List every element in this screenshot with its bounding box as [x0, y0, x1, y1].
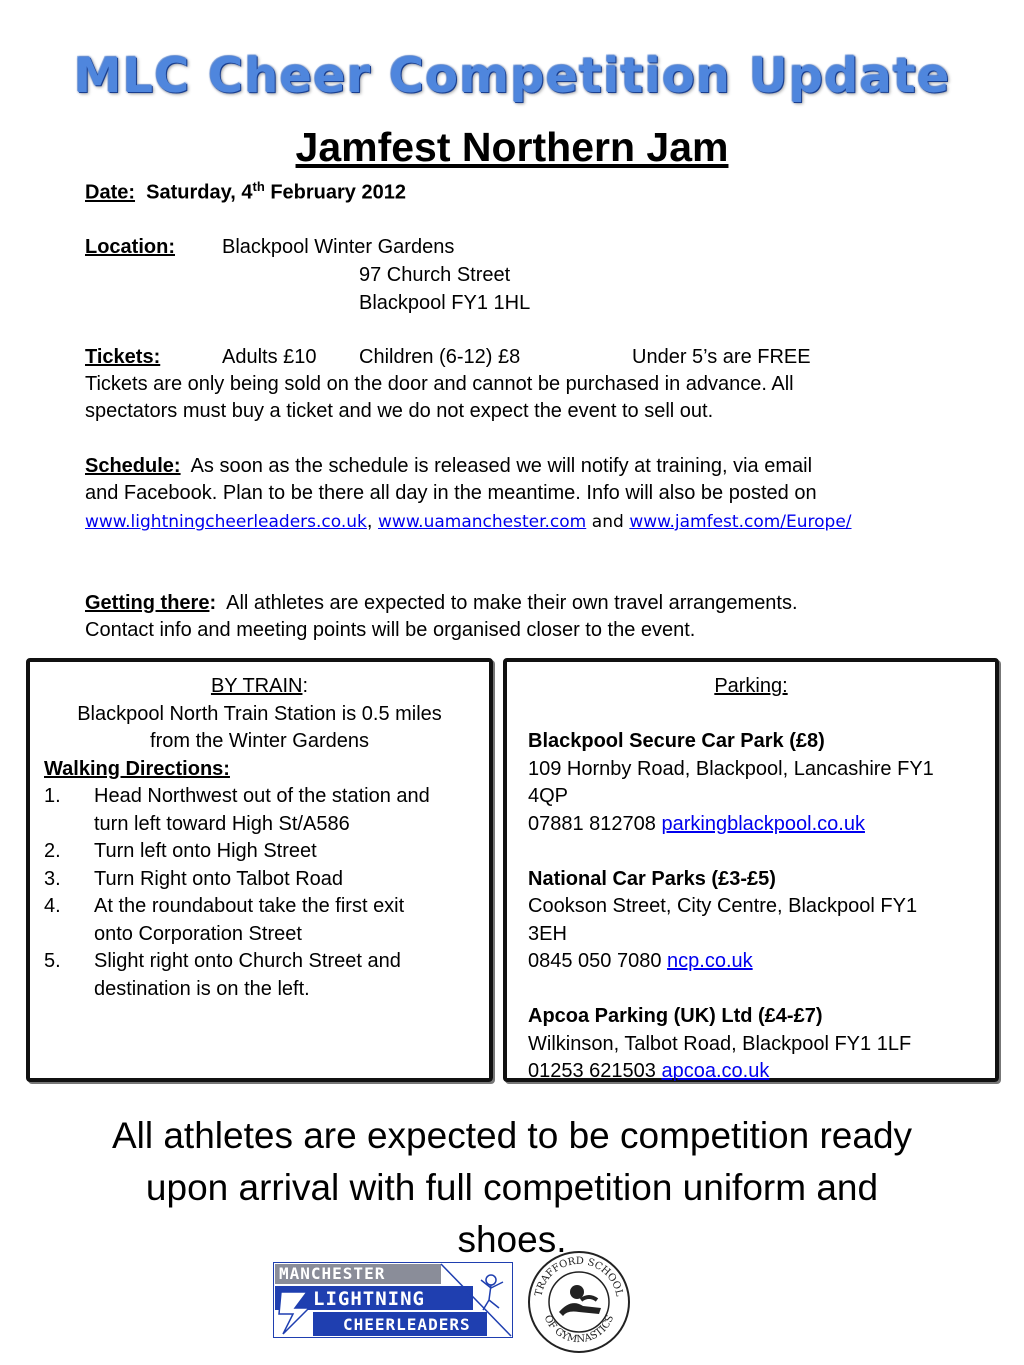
- tickets-adults: Adults £10: [222, 346, 317, 368]
- step-line-1: Turn left onto High Street: [94, 840, 317, 862]
- step-number: 2.: [44, 840, 61, 862]
- footer-statement: [80, 1110, 944, 1266]
- parking-lot: [528, 728, 989, 838]
- logo-text-lightning: LIGHTNING: [313, 1288, 425, 1310]
- getting-there-line-2: Contact info and meeting points will be organised closer to the event.: [85, 619, 696, 641]
- direction-step: [44, 893, 475, 948]
- tickets-children: Children (6-12) £8: [359, 346, 521, 368]
- schedule-sep-1: ,: [366, 510, 373, 532]
- date-line: [85, 179, 406, 205]
- schedule-text-1: As soon as the schedule is released we will notify at training, via email: [190, 455, 813, 477]
- trafford-text-bottom: OF GYMNASTICS: [541, 1313, 617, 1346]
- parking-lot-contact: [528, 1058, 989, 1086]
- step-line-1: Head Northwest out of the station and: [94, 785, 430, 807]
- parking-lot: [528, 1003, 989, 1086]
- link-lightning[interactable]: www.lightningcheerleaders.co.uk: [85, 512, 367, 532]
- logo-text-cheerleaders: CHEERLEADERS: [343, 1315, 471, 1334]
- location-line-2: 97 Church Street: [359, 264, 511, 286]
- direction-step: [44, 866, 475, 894]
- logo-text-manchester: MANCHESTER: [279, 1264, 386, 1283]
- parking-lot-name: National Car Parks (£3-£5): [528, 867, 776, 890]
- location-line-1: Blackpool Winter Gardens: [222, 236, 455, 258]
- parking-lot-link[interactable]: apcoa.co.uk: [661, 1060, 770, 1082]
- parking-lot-contact: [528, 811, 989, 839]
- footer-line-2: upon arrival with full competition uniform and: [145, 1167, 879, 1208]
- parking-lot-address-2: 4QP: [528, 785, 569, 807]
- train-desc-1: Blackpool North Train Station is 0.5 miles: [77, 702, 442, 725]
- step-line-2: destination is on the left.: [94, 977, 310, 1000]
- step-line-1: Turn Right onto Talbot Road: [94, 867, 344, 890]
- parking-lot-name: Blackpool Secure Car Park (£8): [528, 730, 825, 752]
- parking-lot-address-1: Wilkinson, Talbot Road, Blackpool FY1 1LF: [528, 1032, 912, 1055]
- train-heading-colon: :: [302, 675, 309, 697]
- tickets-note-2: spectators must buy a ticket and we do not expect the event to sell out.: [85, 400, 714, 422]
- tickets-under5: Under 5’s are FREE: [632, 346, 811, 368]
- step-line-1: At the roundabout take the first exit: [94, 895, 405, 917]
- getting-there-colon: :: [209, 592, 217, 614]
- train-heading: [44, 673, 475, 701]
- schedule-label: Schedule:: [85, 455, 181, 477]
- direction-step: [44, 783, 475, 838]
- event-name: Jamfest Northern Jam: [295, 124, 729, 170]
- step-line-2: onto Corporation Street: [94, 922, 302, 945]
- schedule-sep-2: and: [591, 512, 624, 532]
- link-uamanchester[interactable]: www.uamanchester.com: [378, 512, 587, 532]
- schedule-links: [85, 510, 852, 533]
- parking-lot: [528, 866, 989, 976]
- parking-lot-phone: 0845 050 7080: [528, 950, 662, 972]
- parking-lot-contact: [528, 948, 989, 976]
- tickets-note-1: Tickets are only being sold on the door and cannot be purchased in advance. All: [85, 373, 794, 395]
- parking-lot-link[interactable]: parkingblackpool.co.uk: [661, 812, 865, 835]
- parking-lot-address-2: 3EH: [528, 922, 567, 945]
- trafford-logo: [527, 1250, 631, 1354]
- step-number: 4.: [44, 895, 61, 917]
- parking-heading: Parking:: [714, 675, 788, 697]
- parking-lot-phone: 07881 812708: [528, 812, 656, 835]
- getting-there-line-1: [85, 592, 798, 615]
- tickets-label: Tickets:: [85, 346, 161, 368]
- date-prefix: Saturday, 4: [146, 181, 253, 204]
- step-number: 3.: [44, 867, 61, 890]
- trafford-text-top: TRAFFORD SCHOOL: [533, 1255, 625, 1298]
- parking-lot-address-1: Cookson Street, City Centre, Blackpool FY1: [528, 895, 918, 917]
- walking-directions-list: [44, 783, 475, 1003]
- parking-lot-link[interactable]: ncp.co.uk: [667, 950, 753, 972]
- getting-there-label: Getting there: [85, 592, 210, 614]
- date-sup: th: [252, 179, 265, 194]
- direction-step: [44, 948, 475, 1003]
- date-suffix: February 2012: [264, 181, 406, 204]
- link-jamfest[interactable]: www.jamfest.com/Europe/: [629, 512, 852, 532]
- parking-lot-name: Apcoa Parking (UK) Ltd (£4-£7): [528, 1005, 823, 1027]
- step-line-2: turn left toward High St/A586: [94, 812, 350, 835]
- parking-lot-address-1: 109 Hornby Road, Blackpool, Lancashire FY1: [528, 757, 934, 780]
- step-number: 5.: [44, 950, 61, 972]
- step-number: 1.: [44, 785, 61, 807]
- direction-step: [44, 838, 475, 866]
- train-heading-label: BY TRAIN: [210, 675, 303, 697]
- location-line-3: Blackpool FY1 1HL: [359, 292, 531, 314]
- parking-box: [503, 658, 999, 1082]
- trafford-logo-graphic: [527, 1250, 631, 1354]
- location-label: Location:: [85, 236, 175, 258]
- step-line-1: Slight right onto Church Street and: [94, 950, 401, 972]
- walking-directions-label: Walking Directions:: [44, 757, 230, 780]
- footer-line-1: All athletes are expected to be competition ready: [111, 1115, 913, 1156]
- date-label: Date:: [85, 181, 136, 204]
- getting-there-text-1: All athletes are expected to make their own travel arrangements.: [226, 592, 798, 614]
- schedule-line-1: [85, 455, 812, 478]
- schedule-line-2: and Facebook. Plan to be there all day in the meantime. Info will also be posted on: [85, 482, 817, 504]
- train-desc-2: from the Winter Gardens: [150, 730, 369, 752]
- train-box: [26, 658, 493, 1082]
- mlc-logo: [273, 1262, 513, 1338]
- parking-lot-phone: 01253 621503: [528, 1060, 656, 1082]
- page-title: MLC Cheer Competition Update: [73, 48, 951, 104]
- footer-line-3: shoes.: [457, 1219, 567, 1260]
